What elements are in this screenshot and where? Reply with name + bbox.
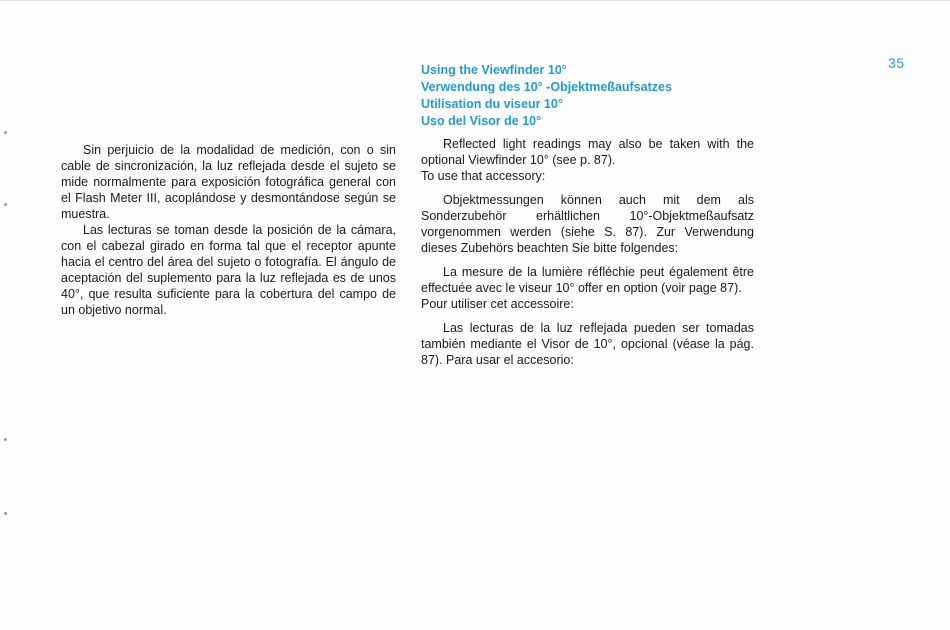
margin-mark [4,438,7,441]
right-column-multilingual [421,136,754,368]
paragraph: Sin perjuicio de la modalidad de medición, con o sin cable de sincronización, la luz reflejada desde el sujeto se mide normalmente para exposición fotográfica general con el Flash Meter III, acoplándose y desmontándose según se muestra. [61,143,396,221]
heading-french: Utilisation du viseur 10° [421,97,563,111]
paragraph-english: Reflected light readings may also be taken with the optional Viewfinder 10° (see p. 87). [421,137,754,167]
margin-mark [4,131,7,134]
paragraph: Las lecturas se toman desde la posición de la cámara, con el cabezal girado en forma tal que el receptor apunte hacia el centro del área del sujeto o fotografía. El ángulo de aceptación del suplemento para la luz reflejada es de unos 40°, que resulta suficiente para la cobertura del campo de un objetivo normal. [61,223,396,317]
heading-spanish: Uso del Visor de 10° [421,114,542,128]
heading-german: Verwendung des 10° -Objektmeßaufsatzes [421,80,672,94]
paragraph-english-continued: To use that accessory: [421,169,546,183]
page-number: 35 [888,55,905,71]
margin-mark [4,512,7,515]
heading-english: Using the Viewfinder 10° [421,63,567,77]
paragraph-spanish: Las lecturas de la luz reflejada pueden ser tomadas también mediante el Visor de 10°, opcional (véase la pág. 87). Para usar el accesorio: [421,321,754,367]
section-headings [421,62,841,130]
left-column-spanish [61,142,396,318]
paragraph-french: La mesure de la lumière réfléchie peut également être effectuée avec le viseur 10° offer en option (voir page 87). [421,265,754,295]
margin-mark [4,203,7,206]
paragraph-french-continued: Pour utiliser cet accessoire: [421,297,574,311]
paragraph-german: Objektmessungen können auch mit dem als Sonderzubehör erhältlichen 10°-Objektmeßaufsatz vorgenommen werden (siehe S. 87). Zur Verwendung dieses Zubehörs beachten Sie bitte folgendes: [421,193,754,255]
